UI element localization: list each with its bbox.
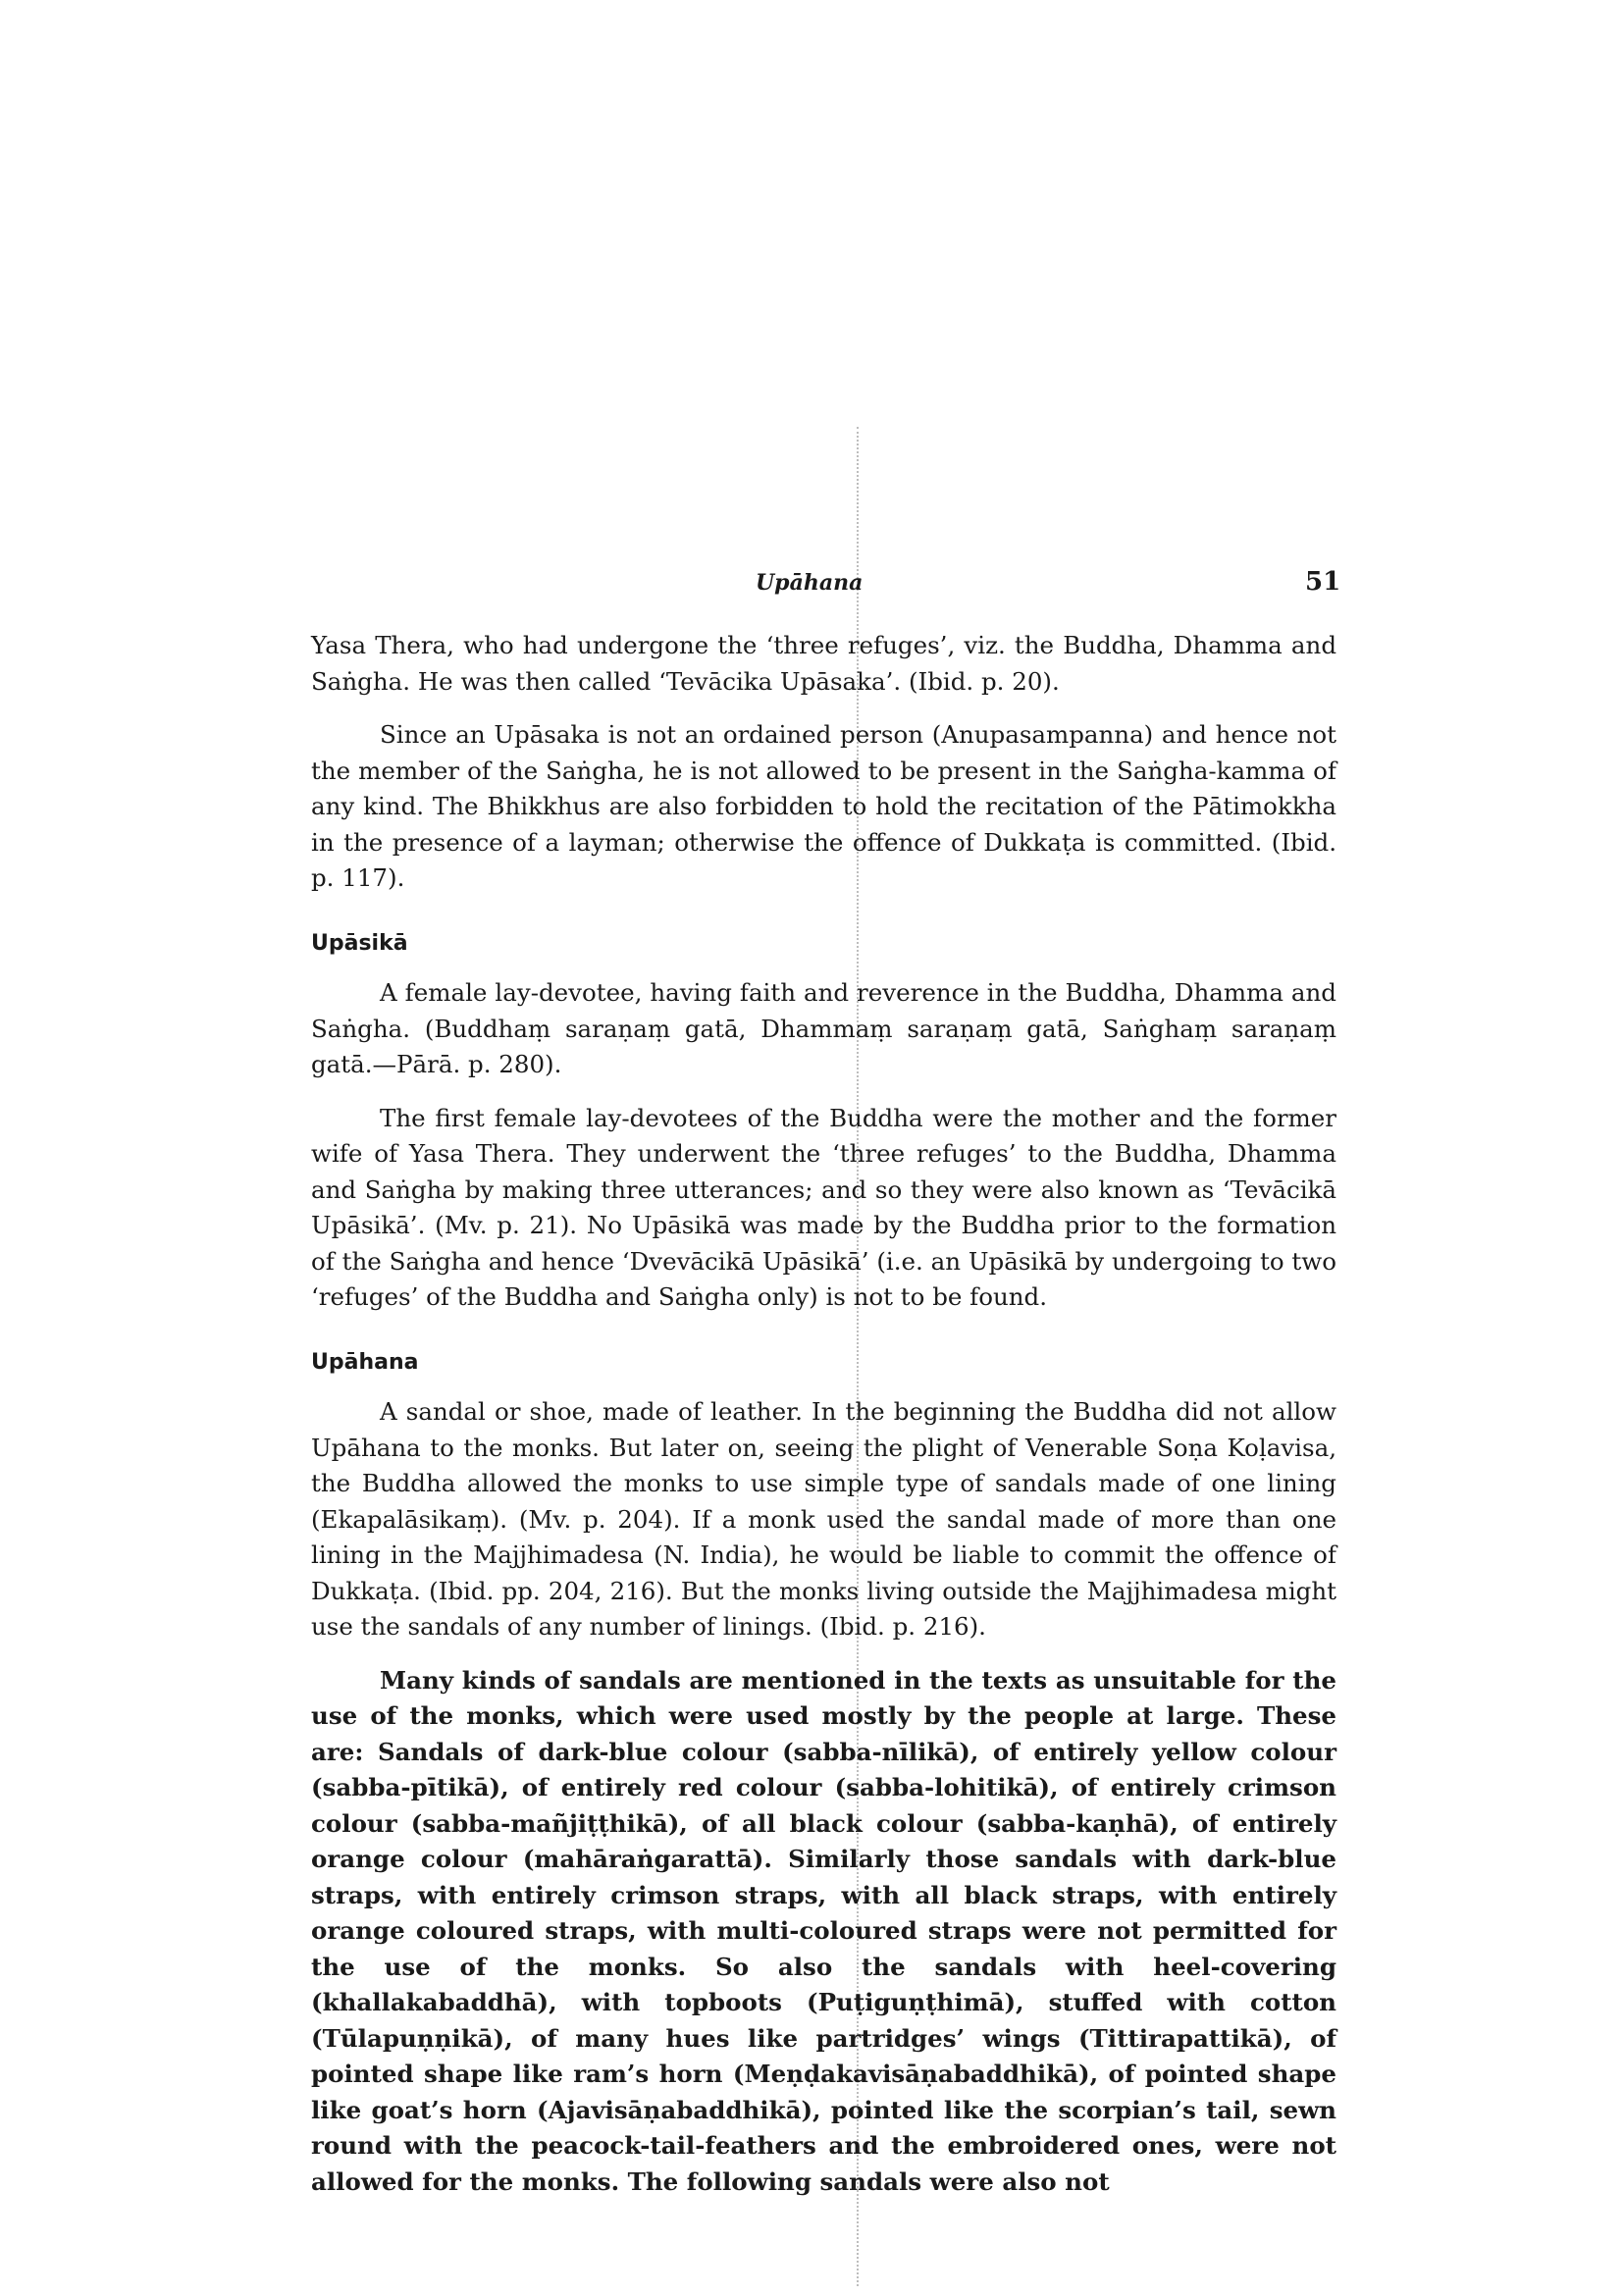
paragraph-upasika-definition: A female lay-devotee, having faith and reverence in the Buddha, Dhamma and Saṅgha. (Buddhaṃ saraṇaṃ gatā, Dhammaṃ saraṇaṃ gatā, Saṅghaṃ saraṇaṃ gatā.—Pārā. p. 280). (311, 978, 1336, 1078)
paragraph-continued: Yasa Thera, who had undergone the ‘three refuges’, viz. the Buddha, Dhamma and Saṅgha. He was then called ‘Tevācika Upāsaka’. (Ibid. p. 20). (311, 631, 1336, 696)
section-heading-upasika: Upāsikā (311, 930, 408, 956)
body-text (311, 628, 1336, 2218)
paragraph-upasika-history: The first female lay-devotees of the Buddha were the mother and the former wife of Yasa Thera. They underwent the ‘three refuges’ to the Buddha, Dhamma and Saṅgha by making three utterances; and so they were also known as ‘Tevācikā Upāsikā’. (Mv. p. 21). No Upāsikā was made by the Buddha prior to the formation of the Saṅgha and hence ‘Dvevācikā Upāsikā’ (i.e. an Upāsikā by undergoing to two ‘refuges’ of the Buddha and Saṅgha only) is not to be found. (311, 1103, 1336, 1311)
running-title: Upāhana (756, 570, 864, 596)
section-heading-upahana: Upāhana (311, 1349, 419, 1375)
paragraph-upasaka: Since an Upāsaka is not an ordained person (Anupasampanna) and hence not the member of the Saṅgha, he is not allowed to be present in the Saṅgha-kamma of any kind. The Bhikkhus are also forbidden to hold the recitation of the Pātimokkha in the presence of a layman; otherwise the offence of Dukkaṭa is committed. (Ibid. p. 117). (311, 720, 1336, 892)
paragraph-upahana-definition: A sandal or shoe, made of leather. In the beginning the Buddha did not allow Upāhana to the monks. But later on, seeing the plight of Venerable Soṇa Koḷavisa, the Buddha allowed the monks to use simple type of sandals made of one lining (Ekapalāsikaṃ). (Mv. p. 204). If a monk used the sandal made of more than one lining in the Majjhimadesa (N. India), he would be liable to commit the offence of Dukkaṭa. (Ibid. pp. 204, 216). But the monks living outside the Majjhimadesa might use the sandals of any number of linings. (Ibid. p. 216). (311, 1397, 1336, 1641)
paragraph-upahana-kinds: Many kinds of sandals are mentioned in the texts as unsuitable for the use of the monks, which were used mostly by the people at large. These are: Sandals of dark-blue colour (sabba-nīlikā), of entirely yellow colour (sabba-pītikā), of entirely red colour (sabba-lohitikā), of entirely crimson colour (sabba-mañjiṭṭhikā), of all black colour (sabba-kaṇhā), of entirely orange colour (mahāraṅgarattā). Similarly those sandals with dark-blue straps, with entirely crimson straps, with all black straps, with entirely orange coloured straps, with multi-coloured straps were not permitted for the use of the monks. So also the sandals with heel-covering (khallakabaddhā), with topboots (Puṭiguṇṭhimā), stuffed with cotton (Tūlapuṇṇikā), of many hues like partridges’ wings (Tittirapattikā), of pointed shape like ram’s horn (Meṇḍakavisāṇabaddhikā), of pointed shape like goat’s horn (Ajavisāṇabaddhikā), pointed like the scorpian’s tail, sewn round with the peacock-tail-feathers and the embroidered ones, were not allowed for the monks. The following sandals were also not (311, 1665, 1336, 2196)
page-number: 51 (1305, 567, 1341, 597)
